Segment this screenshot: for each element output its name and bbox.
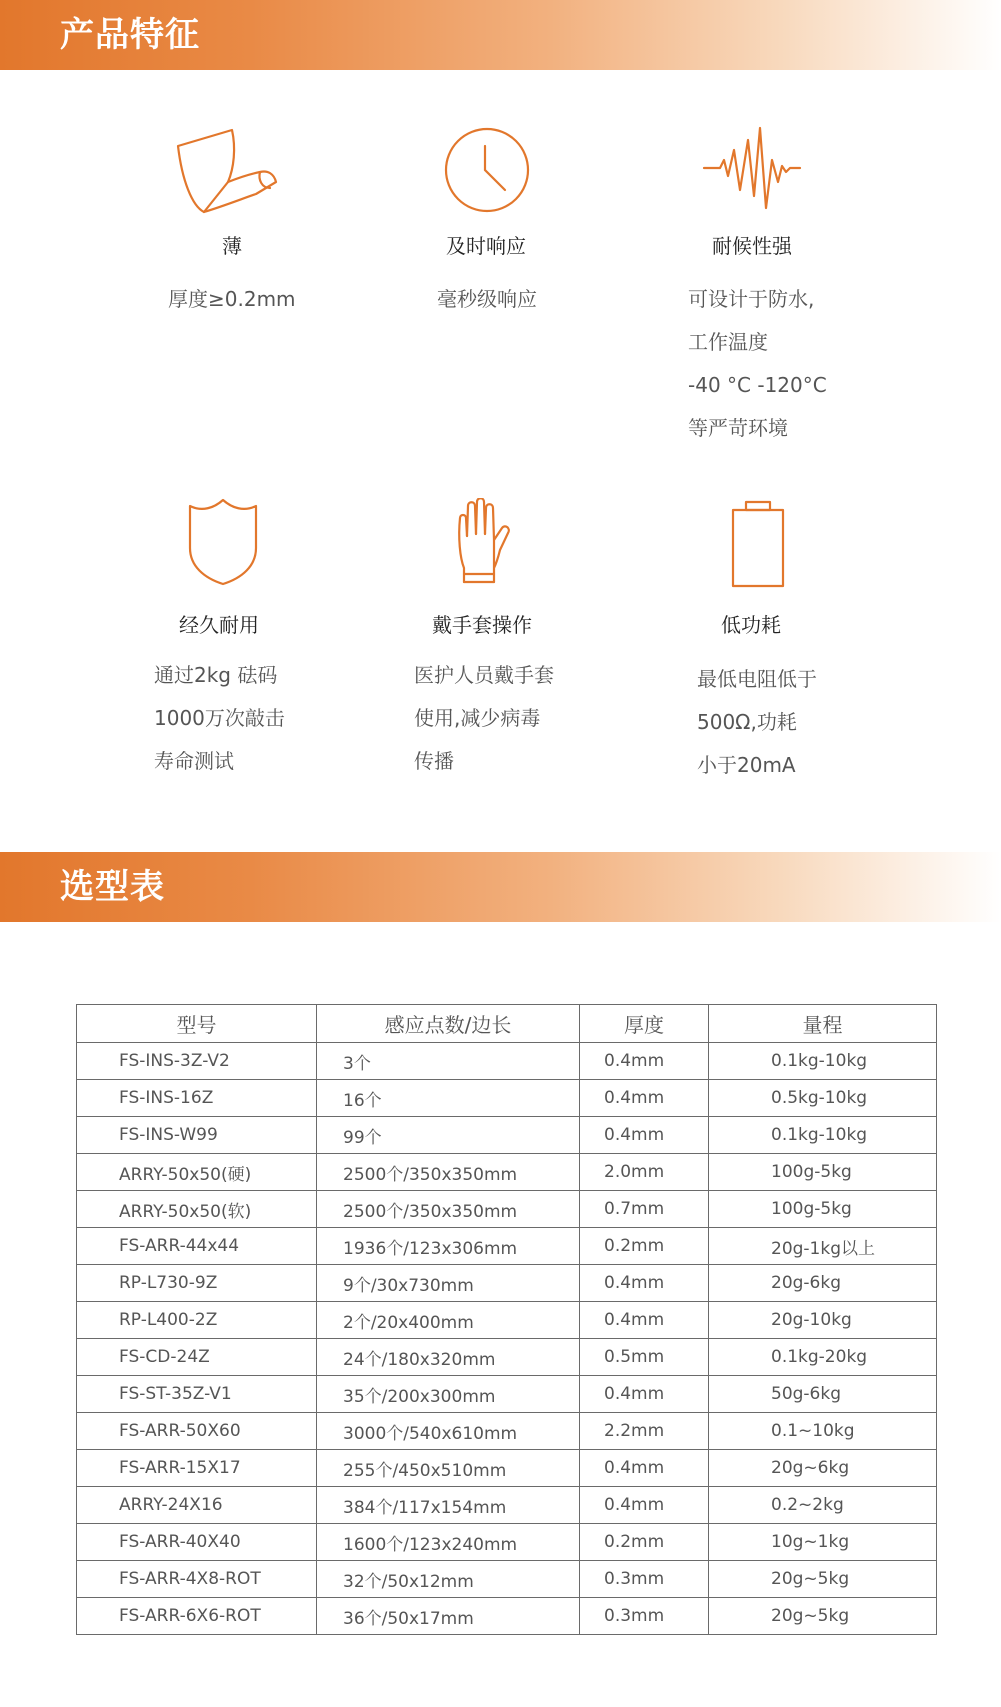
table-cell: 2500个/350x350mm <box>317 1191 580 1228</box>
column-header: 型号 <box>77 1005 317 1043</box>
feature-desc: 最低电阻低于 <box>697 667 817 691</box>
column-header: 感应点数/边长 <box>317 1005 580 1043</box>
feature-desc: 等严苛环境 <box>688 416 788 440</box>
table-cell: 0.3mm <box>580 1561 709 1598</box>
table-cell: 2个/20x400mm <box>317 1302 580 1339</box>
table-cell: 0.4mm <box>580 1450 709 1487</box>
table-cell: 0.2mm <box>580 1524 709 1561</box>
feature-title: 薄 <box>222 234 242 258</box>
section-banner-features <box>0 0 1001 70</box>
table-cell: FS-ARR-6X6-ROT <box>77 1598 317 1635</box>
table-cell: 0.1kg-10kg <box>709 1043 937 1080</box>
feature-desc: 传播 <box>414 749 454 773</box>
table-row <box>77 1043 937 1080</box>
table-cell: 20g-1kg以上 <box>709 1228 937 1265</box>
table-row <box>77 1487 937 1524</box>
table-cell: 0.4mm <box>580 1043 709 1080</box>
section-title: 选型表 <box>60 867 165 907</box>
feature-desc: 工作温度 <box>688 330 768 354</box>
column-header: 量程 <box>709 1005 937 1043</box>
table-cell: FS-ARR-50X60 <box>77 1413 317 1450</box>
glove-icon <box>456 498 518 588</box>
table-cell: 0.4mm <box>580 1117 709 1154</box>
table-row <box>77 1228 937 1265</box>
table-cell: 0.1kg-10kg <box>709 1117 937 1154</box>
table-cell: FS-INS-W99 <box>77 1117 317 1154</box>
table-cell: 35个/200x300mm <box>317 1376 580 1413</box>
battery-icon <box>730 500 786 588</box>
table-cell: 1600个/123x240mm <box>317 1524 580 1561</box>
table-cell: RP-L400-2Z <box>77 1302 317 1339</box>
table-cell: 50g-6kg <box>709 1376 937 1413</box>
table-cell: 384个/117x154mm <box>317 1487 580 1524</box>
table-cell: 99个 <box>317 1117 580 1154</box>
table-cell: 24个/180x320mm <box>317 1339 580 1376</box>
table-row <box>77 1339 937 1376</box>
feature-desc: 可设计于防水, <box>688 287 815 311</box>
table-row <box>77 1117 937 1154</box>
table-row <box>77 1080 937 1117</box>
table-row <box>77 1154 937 1191</box>
table-row <box>77 1191 937 1228</box>
table-cell: 20g-6kg <box>709 1265 937 1302</box>
table-cell: FS-ST-35Z-V1 <box>77 1376 317 1413</box>
column-header: 厚度 <box>580 1005 709 1043</box>
table-row <box>77 1450 937 1487</box>
table-cell: 100g-5kg <box>709 1191 937 1228</box>
table-cell: 0.1~10kg <box>709 1413 937 1450</box>
feature-desc: 500Ω,功耗 <box>697 710 797 734</box>
table-cell: 0.2mm <box>580 1228 709 1265</box>
feature-title: 经久耐用 <box>179 613 259 637</box>
section-title: 产品特征 <box>60 15 200 55</box>
feature-desc: 毫秒级响应 <box>437 287 537 311</box>
feature-desc: -40 °C -120°C <box>688 373 827 397</box>
table-cell: 0.4mm <box>580 1302 709 1339</box>
feature-title: 耐候性强 <box>712 234 792 258</box>
shield-icon <box>186 498 260 586</box>
table-row <box>77 1265 937 1302</box>
table-cell: 20g~5kg <box>709 1598 937 1635</box>
table-cell: 1936个/123x306mm <box>317 1228 580 1265</box>
feature-title: 及时响应 <box>446 234 526 258</box>
feature-desc: 1000万次敲击 <box>154 706 285 730</box>
table-row <box>77 1376 937 1413</box>
table-cell: 0.4mm <box>580 1487 709 1524</box>
table-header-row <box>77 1005 937 1043</box>
table-cell: 20g~6kg <box>709 1450 937 1487</box>
feature-desc: 小于20mA <box>697 753 796 777</box>
table-cell: 16个 <box>317 1080 580 1117</box>
table-cell: 10g~1kg <box>709 1524 937 1561</box>
table-cell: FS-INS-16Z <box>77 1080 317 1117</box>
paper-sheet-icon <box>174 126 280 214</box>
table-cell: FS-INS-3Z-V2 <box>77 1043 317 1080</box>
table-cell: FS-ARR-15X17 <box>77 1450 317 1487</box>
table-cell: FS-CD-24Z <box>77 1339 317 1376</box>
feature-title: 戴手套操作 <box>432 613 532 637</box>
table-cell: 32个/50x12mm <box>317 1561 580 1598</box>
table-cell: 0.1kg-20kg <box>709 1339 937 1376</box>
table-cell: 0.4mm <box>580 1080 709 1117</box>
table-cell: 2.2mm <box>580 1413 709 1450</box>
table-cell: FS-ARR-44x44 <box>77 1228 317 1265</box>
table-cell: 20g~5kg <box>709 1561 937 1598</box>
feature-title: 低功耗 <box>721 613 781 637</box>
table-row <box>77 1524 937 1561</box>
table-cell: 0.2~2kg <box>709 1487 937 1524</box>
section-banner-selection <box>0 852 1001 922</box>
table-cell: ARRY-24X16 <box>77 1487 317 1524</box>
table-cell: 36个/50x17mm <box>317 1598 580 1635</box>
table-cell: FS-ARR-40X40 <box>77 1524 317 1561</box>
table-cell: 2500个/350x350mm <box>317 1154 580 1191</box>
table-cell: 3000个/540x610mm <box>317 1413 580 1450</box>
table-cell: ARRY-50x50(硬) <box>77 1154 317 1191</box>
table-cell: 0.5kg-10kg <box>709 1080 937 1117</box>
table-cell: 2.0mm <box>580 1154 709 1191</box>
feature-desc: 厚度≥0.2mm <box>168 287 296 311</box>
table-cell: 0.4mm <box>580 1265 709 1302</box>
table-row <box>77 1598 937 1635</box>
table-cell: 20g-10kg <box>709 1302 937 1339</box>
table-cell: 3个 <box>317 1043 580 1080</box>
table-cell: FS-ARR-4X8-ROT <box>77 1561 317 1598</box>
table-cell: 0.5mm <box>580 1339 709 1376</box>
feature-desc: 通过2kg 砝码 <box>154 663 278 687</box>
table-cell: 100g-5kg <box>709 1154 937 1191</box>
table-row <box>77 1302 937 1339</box>
feature-desc: 医护人员戴手套 <box>414 663 554 687</box>
table-row <box>77 1413 937 1450</box>
table-cell: RP-L730-9Z <box>77 1265 317 1302</box>
selection-table <box>76 1004 937 1635</box>
clock-icon <box>443 126 531 214</box>
table-row <box>77 1561 937 1598</box>
table-cell: 0.3mm <box>580 1598 709 1635</box>
feature-desc: 使用,减少病毒 <box>414 706 541 730</box>
table-cell: 0.4mm <box>580 1376 709 1413</box>
table-cell: 9个/30x730mm <box>317 1265 580 1302</box>
feature-desc: 寿命测试 <box>154 749 234 773</box>
table-cell: ARRY-50x50(软) <box>77 1191 317 1228</box>
waveform-icon <box>702 126 802 210</box>
table-cell: 0.7mm <box>580 1191 709 1228</box>
table-cell: 255个/450x510mm <box>317 1450 580 1487</box>
